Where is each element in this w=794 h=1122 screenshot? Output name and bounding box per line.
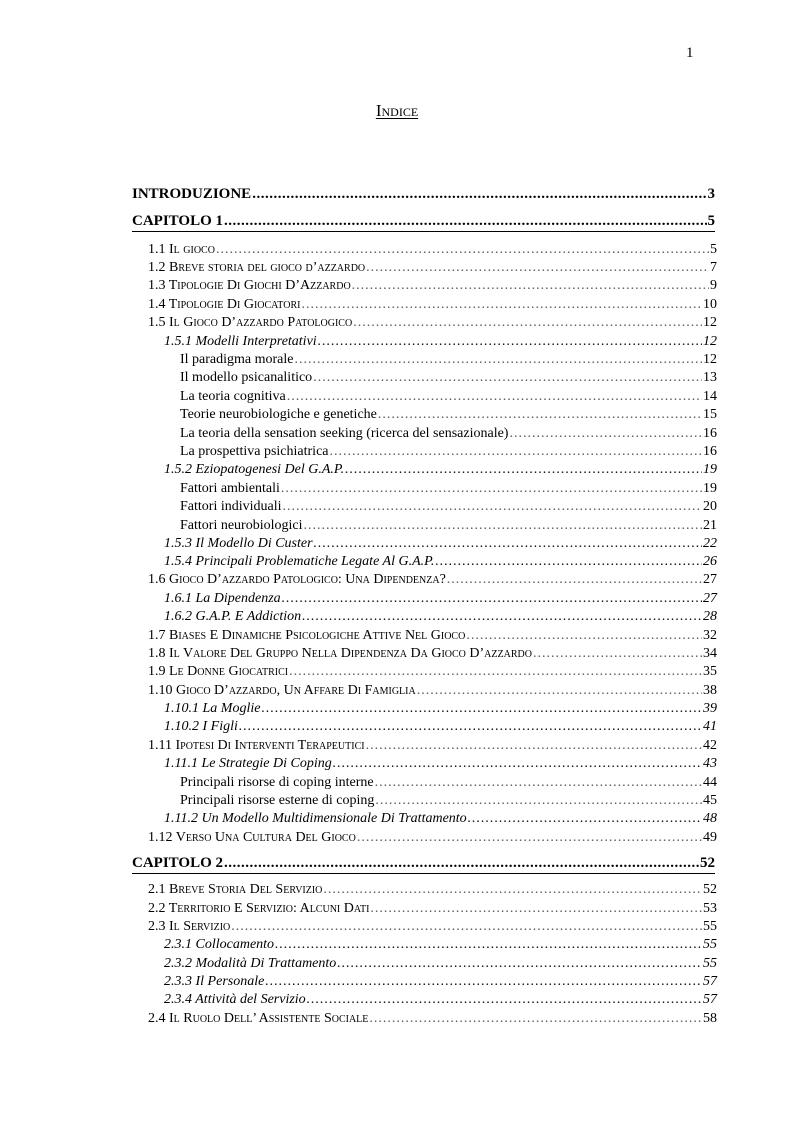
toc-entry-label: 1.6.2 G.A.P. E Addiction: [164, 609, 302, 624]
toc-entry: [148, 683, 717, 699]
toc-dot-leader: [307, 992, 702, 1008]
toc-entry: [180, 775, 717, 791]
toc-dot-leader: [378, 407, 702, 423]
toc-entry-label: 1.1 Il gioco: [148, 242, 215, 257]
toc-entry-page: 35: [703, 664, 717, 679]
toc-entry-label: 2.3.4 Attività del Servizio: [164, 992, 306, 1007]
toc-dot-leader: [252, 186, 706, 203]
toc-dot-leader: [468, 811, 702, 827]
toc-entry-label: 1.4 Tipologie Di Giocatori: [148, 297, 301, 312]
toc-entry-page: 21: [703, 518, 717, 533]
toc-entry-page: 26: [703, 554, 717, 569]
toc-entry-page: 20: [703, 499, 717, 514]
toc-dot-leader: [301, 297, 702, 313]
toc-entry-page: 43: [703, 756, 717, 771]
toc-entry-page: 5: [710, 242, 717, 257]
toc-dot-leader: [447, 572, 702, 588]
toc-entry-page: 19: [703, 462, 717, 477]
toc-entry-label: La teoria della sensation seeking (ricerca del sensazionale): [180, 426, 509, 441]
toc-dot-leader: [330, 444, 703, 460]
toc-entry-label: 1.11.2 Un Modello Multidimensionale Di Trattamento: [164, 811, 467, 826]
toc-entry-page: 3: [707, 186, 715, 202]
toc-dot-leader: [275, 937, 702, 953]
toc-entry-page: 22: [703, 536, 717, 551]
toc-entry-label: Teorie neurobiologiche e genetiche: [180, 407, 377, 422]
toc-dot-leader: [435, 554, 702, 570]
toc-entry-label: 2.3 Il Servizio: [148, 919, 231, 934]
toc-dot-leader: [313, 370, 702, 386]
toc-chapter-entry: [132, 213, 715, 230]
toc-entry: [180, 793, 717, 809]
toc-entry-page: 7: [710, 260, 717, 275]
toc-entry-label: 1.10.1 La Moglie: [164, 701, 261, 716]
toc-dot-leader: [353, 315, 702, 331]
page-number: 1: [686, 45, 694, 61]
toc-entry: [180, 407, 717, 423]
toc-dot-leader: [265, 974, 702, 990]
toc-dot-leader: [318, 334, 702, 350]
toc-entry: [148, 882, 717, 898]
toc-entry-page: 52: [700, 855, 715, 871]
toc-entry-label: La teoria cognitiva: [180, 389, 286, 404]
toc-entry: [148, 664, 717, 680]
toc-entry-label: 1.5.3 Il Modello Di Custer: [164, 536, 313, 551]
toc-entry: [148, 646, 717, 662]
toc-entry: [180, 481, 717, 497]
toc-dot-leader: [366, 260, 709, 276]
toc-entry-page: 19: [703, 481, 717, 496]
toc-entry-page: 27: [703, 572, 717, 587]
toc-entry: [148, 297, 717, 313]
toc-entry-page: 49: [703, 830, 717, 845]
toc-entry: [164, 609, 717, 625]
toc-entry-page: 12: [703, 315, 717, 330]
toc-entry: [164, 937, 717, 953]
toc-entry-label: 1.12 Verso Una Cultura Del Gioco: [148, 830, 356, 845]
toc-dot-leader: [314, 536, 702, 552]
toc-entry: [180, 389, 717, 405]
toc-entry: [148, 738, 717, 754]
toc-entry-label: La prospettiva psichiatrica: [180, 444, 329, 459]
toc-entry-page: 53: [703, 901, 717, 916]
toc-entry-label: 1.10.2 I Figli: [164, 719, 238, 734]
toc-entry: [164, 756, 717, 772]
toc-entry-label: CAPITOLO 1: [132, 213, 223, 229]
toc-dot-leader: [224, 213, 707, 230]
toc-dot-leader: [366, 738, 702, 754]
toc-entry-label: 1.2 Breve storia del gioco d’azzardo: [148, 260, 366, 275]
toc-entry-page: 27: [703, 591, 717, 606]
toc-entry-label: 1.3 Tipologie Di Giochi D’Azzardo: [148, 278, 351, 293]
toc-entry-page: 55: [703, 937, 717, 952]
toc-entry-page: 45: [703, 793, 717, 808]
toc-entry-label: 1.5.1 Modelli Interpretativi: [164, 334, 317, 349]
toc-entry: [148, 901, 717, 917]
toc-dot-leader: [281, 481, 702, 497]
toc-entry-label: Il modello psicanalitico: [180, 370, 313, 385]
toc-entry-label: 1.5.2 Eziopatogenesi Del G.A.P.: [164, 462, 345, 477]
toc-entry-page: 9: [710, 278, 717, 293]
toc-dot-leader: [323, 882, 702, 898]
toc-dot-leader: [375, 775, 702, 791]
toc-entry-page: 5: [707, 213, 715, 229]
toc-entry: [148, 260, 717, 276]
toc-entry: [148, 278, 717, 294]
toc-dot-leader: [337, 956, 702, 972]
toc-entry: [180, 426, 717, 442]
toc-entry-page: 55: [703, 919, 717, 934]
toc-entry-page: 58: [703, 1011, 717, 1026]
toc-dot-leader: [417, 683, 702, 699]
toc-entry: [164, 811, 717, 827]
toc-dot-leader: [216, 242, 709, 258]
toc-entry-label: 1.5.4 Principali Problematiche Legate Al G.A.P.: [164, 554, 435, 569]
toc-entry-label: 2.4 Il Ruolo Dell’ Assistente Sociale: [148, 1011, 369, 1026]
toc-entry-page: 42: [703, 738, 717, 753]
toc-entry-page: 14: [703, 389, 717, 404]
toc-dot-leader: [303, 518, 702, 534]
toc-entry: [180, 499, 717, 515]
toc-entry-page: 38: [703, 683, 717, 698]
toc-dot-leader: [231, 919, 702, 935]
toc-entry: [164, 334, 717, 350]
toc-entry: [164, 701, 717, 717]
toc-dot-leader: [239, 719, 702, 735]
toc-chapter-entry: [132, 855, 715, 872]
toc-dot-leader: [302, 609, 702, 625]
toc-entry-page: 16: [703, 444, 717, 459]
toc-entry: [164, 554, 717, 570]
toc-entry-label: 2.3.2 Modalità Di Trattamento: [164, 956, 337, 971]
toc-entry-label: 1.5 Il Gioco D’azzardo Patologico: [148, 315, 353, 330]
toc-entry-label: Fattori individuali: [180, 499, 282, 514]
toc-entry-label: 1.6.1 La Dipendenza: [164, 591, 281, 606]
toc-dot-leader: [224, 855, 699, 872]
toc-entry: [148, 830, 717, 846]
toc-entry-page: 34: [703, 646, 717, 661]
toc-entry-label: 1.9 Le Donne Giocatrici: [148, 664, 289, 679]
toc-entry: [180, 352, 717, 368]
toc-entry-page: 15: [703, 407, 717, 422]
toc-entry-label: Fattori ambientali: [180, 481, 280, 496]
toc-entry-label: 1.7 Biases E Dinamiche Psicologiche Attive Nel Gioco: [148, 628, 466, 643]
toc-entry: [164, 974, 717, 990]
toc-entry: [148, 1011, 717, 1027]
toc-entry-page: 16: [703, 426, 717, 441]
toc-entry-label: Principali risorse di coping interne: [180, 775, 374, 790]
toc-entry-page: 44: [703, 775, 717, 790]
toc-dot-leader: [282, 591, 702, 607]
toc-dot-leader: [345, 462, 702, 478]
toc-entry-page: 48: [703, 811, 717, 826]
toc-entry: [148, 628, 717, 644]
toc-entry-page: 12: [703, 334, 717, 349]
toc-entry-label: 1.6 Gioco D’azzardo Patologico: Una Dipendenza?: [148, 572, 446, 587]
toc-entry-label: INTRODUZIONE: [132, 186, 252, 202]
toc-entry: [148, 919, 717, 935]
toc-entry-page: 55: [703, 956, 717, 971]
toc-entry-label: Principali risorse esterne di coping: [180, 793, 375, 808]
toc-entry: [180, 518, 717, 534]
toc-entry: [164, 956, 717, 972]
toc-dot-leader: [466, 628, 702, 644]
toc-dot-leader: [261, 701, 702, 717]
page-title: Indice: [375, 101, 419, 120]
toc-entry: [148, 315, 717, 331]
toc-dot-leader: [369, 1011, 702, 1027]
toc-entry: [164, 536, 717, 552]
toc-dot-leader: [357, 830, 702, 846]
toc-entry-label: 1.8 Il Valore Del Gruppo Nella Dipendenza Da Gioco D’azzardo: [148, 646, 532, 661]
toc-entry: [164, 992, 717, 1008]
toc-entry-page: 57: [703, 974, 717, 989]
toc-entry: [164, 719, 717, 735]
toc-dot-leader: [333, 756, 702, 772]
toc-entry-label: 2.1 Breve Storia Del Servizio: [148, 882, 323, 897]
toc-entry-page: 28: [703, 609, 717, 624]
toc-entry-page: 32: [703, 628, 717, 643]
toc-entry: [148, 572, 717, 588]
toc-entry-label: Il paradigma morale: [180, 352, 294, 367]
toc-entry-page: 39: [703, 701, 717, 716]
toc-entry-label: 1.10 Gioco D’azzardo, Un Affare Di Famiglia: [148, 683, 416, 698]
toc-entry-label: 2.2 Territorio E Servizio: Alcuni Dati: [148, 901, 370, 916]
toc-entry-page: 12: [703, 352, 717, 367]
toc-entry: [164, 462, 717, 478]
toc-entry-page: 13: [703, 370, 717, 385]
toc-dot-leader: [283, 499, 703, 515]
toc-entry-label: Fattori neurobiologici: [180, 518, 303, 533]
toc-entry: [148, 242, 717, 258]
toc-entry-page: 57: [703, 992, 717, 1007]
toc-chapter-entry: [132, 186, 715, 203]
toc-entry-page: 52: [703, 882, 717, 897]
chapter-divider: [132, 873, 715, 874]
toc-dot-leader: [509, 426, 702, 442]
toc-dot-leader: [352, 278, 709, 294]
toc-entry: [164, 591, 717, 607]
toc-entry: [180, 370, 717, 386]
toc-dot-leader: [295, 352, 702, 368]
toc-entry: [180, 444, 717, 460]
toc-entry-label: CAPITOLO 2: [132, 855, 223, 871]
toc-entry-page: 41: [703, 719, 717, 734]
toc-dot-leader: [375, 793, 702, 809]
toc-entry-label: 2.3.3 Il Personale: [164, 974, 265, 989]
toc-dot-leader: [370, 901, 702, 917]
toc-entry-page: 10: [703, 297, 717, 312]
toc-dot-leader: [289, 664, 702, 680]
toc-entry-label: 2.3.1 Collocamento: [164, 937, 275, 952]
toc-entry-label: 1.11 Ipotesi Di Interventi Terapeutici: [148, 738, 365, 753]
toc-entry-label: 1.11.1 Le Strategie Di Coping: [164, 756, 332, 771]
toc-dot-leader: [287, 389, 702, 405]
chapter-divider: [132, 231, 715, 232]
toc-dot-leader: [533, 646, 702, 662]
